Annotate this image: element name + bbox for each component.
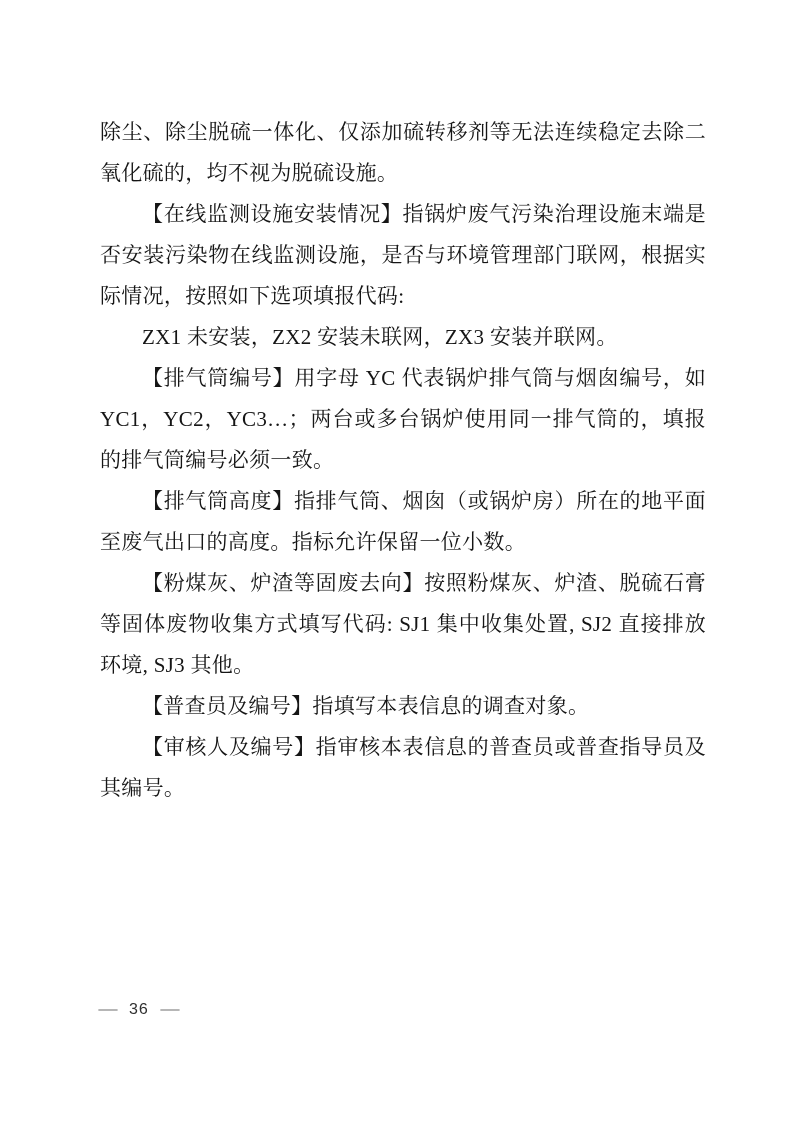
paragraph-stack-number: 【排气筒编号】用字母 YC 代表锅炉排气筒与烟囱编号，如 YC1，YC2，YC3…；两台或多台锅炉使用同一排气筒的，填报的排气筒编号必须一致。 [100, 366, 706, 472]
footer-dash-right: — [160, 1001, 180, 1018]
paragraph-census-taker-number: 【普查员及编号】指填写本表信息的调查对象。 [142, 694, 590, 718]
paragraph-desulfurization-note: 除尘、除尘脱硫一体化、仅添加硫转移剂等无法连续稳定去除二氧化硫的，均不视为脱硫设施。 [100, 120, 706, 185]
page-footer [100, 1001, 178, 1019]
paragraph-online-monitoring-installation: 【在线监测设施安装情况】指锅炉废气污染治理设施末端是否安装污染物在线监测设施，是否与环境管理部门联网，根据实际情况，按照如下选项填报代码: [100, 202, 706, 308]
paragraph-online-monitoring-codes: ZX1 未安装，ZX2 安装未联网，ZX3 安装并联网。 [142, 325, 618, 349]
paragraph-solid-waste-destination: 【粉煤灰、炉渣等固废去向】按照粉煤灰、炉渣、脱硫石膏等固体废物收集方式填写代码: SJ1 集中收集处置, SJ2 直接排放环境, SJ3 其他。 [100, 571, 706, 677]
footer-dash-left: — [98, 1001, 118, 1018]
document-content [100, 112, 706, 809]
page-number: 36 [129, 1001, 149, 1018]
paragraph-reviewer-number: 【审核人及编号】指审核本表信息的普查员或普查指导员及其编号。 [100, 735, 706, 800]
paragraph-stack-height: 【排气筒高度】指排气筒、烟囱（或锅炉房）所在的地平面至废气出口的高度。指标允许保留一位小数。 [100, 489, 706, 554]
